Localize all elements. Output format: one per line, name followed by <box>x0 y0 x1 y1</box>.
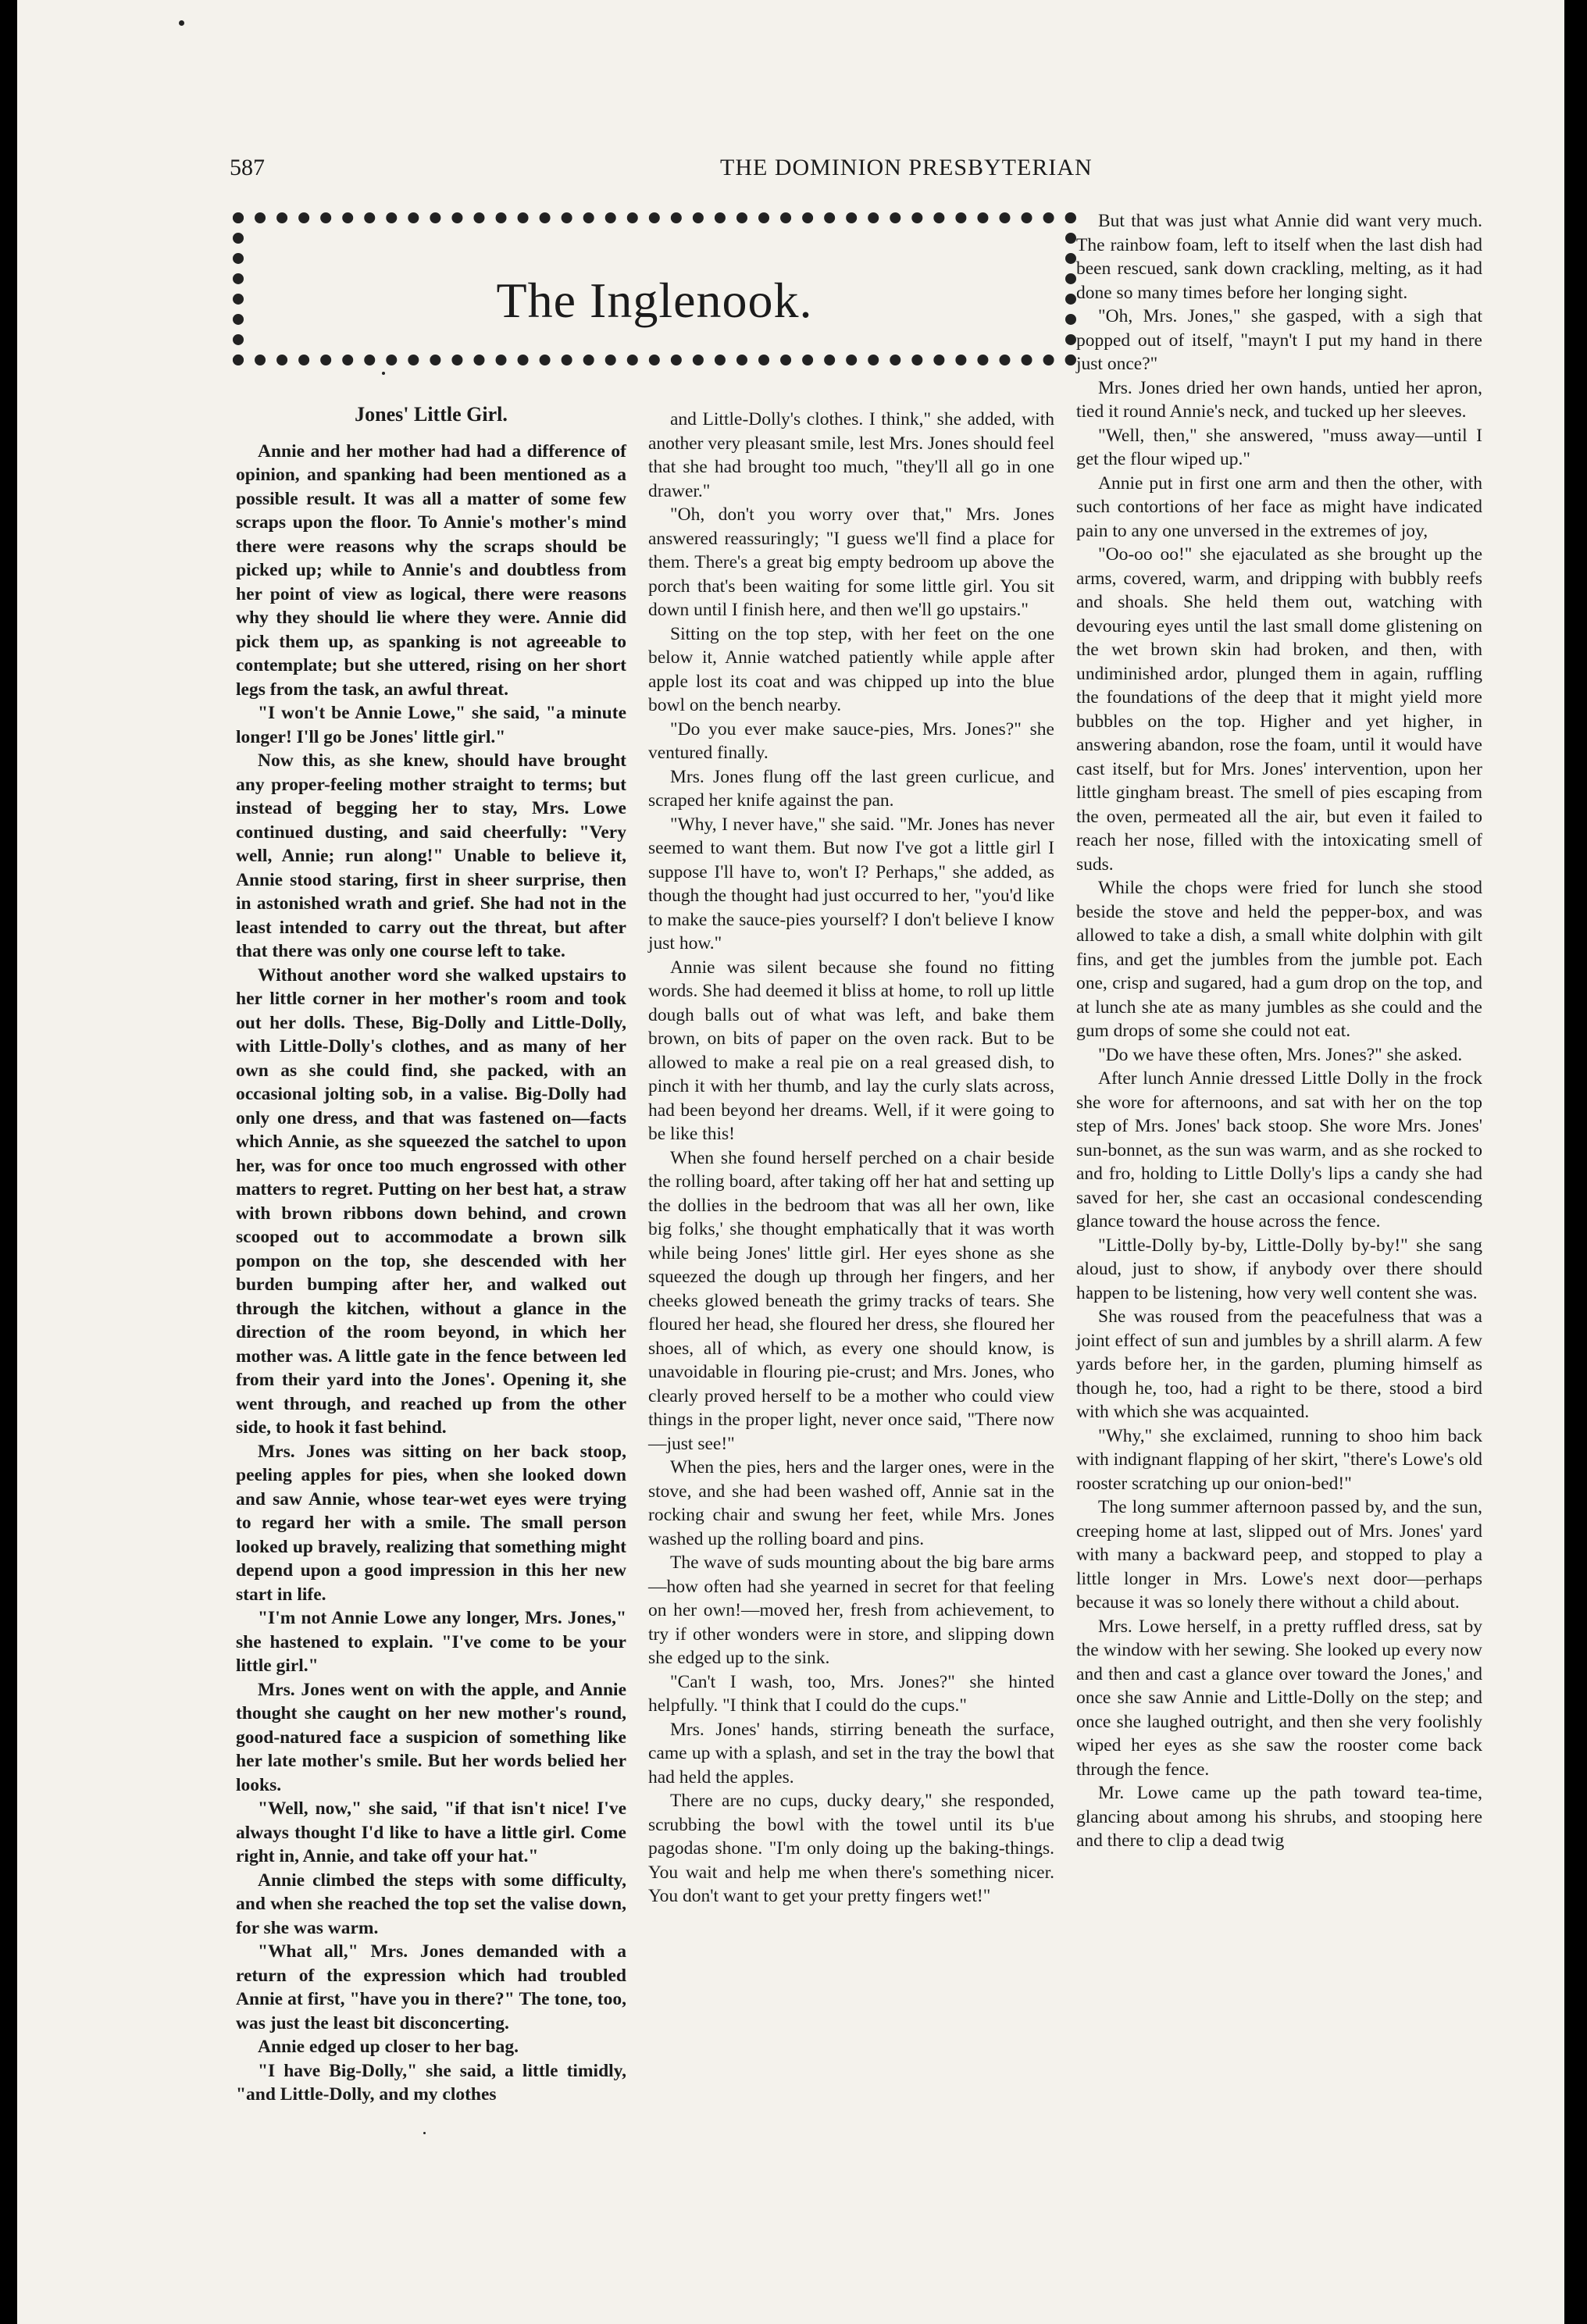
paragraph: "Why," she exclaimed, running to shoo him back with indignant flapping of her skirt, "there's Lowe's old rooster scratching up our onion-bed!" <box>1076 1425 1482 1494</box>
ink-speck <box>382 372 385 375</box>
paragraph: "Little-Dolly by-by, Little-Dolly by-by!" she sang aloud, just to show, if anybody over there should happen to be listening, how very well content she was. <box>1076 1235 1482 1303</box>
paragraph: "Well, then," she answered, "muss away—until I get the flour wiped up." <box>1076 425 1482 469</box>
column-1 <box>236 403 626 2107</box>
paragraph: Mrs. Jones was sitting on her back stoop, peeling apples for pies, when she looked down and saw Annie, whose tear-wet eyes were trying to regard her with a smile. The small person looked up bravely, realizing that something might depend upon a good impression in this her new start in life. <box>236 1441 626 1605</box>
paragraph: "Oh, Mrs. Jones," she gasped, with a sigh that popped out of itself, "mayn't I put my hand in there just once?" <box>1076 306 1482 374</box>
paragraph: "Do you ever make sauce-pies, Mrs. Jones?" she ventured finally. <box>648 718 1054 763</box>
paragraph: Mrs. Jones flung off the last green curlicue, and scraped her knife against the pan. <box>648 766 1054 811</box>
paragraph: "I won't be Annie Lowe," she said, "a minute longer! I'll go be Jones' little girl." <box>236 703 626 747</box>
paragraph: There are no cups, ducky deary," she responded, scrubbing the bowl with the towel until its b'ue pagodas shone. "I'm only doing up the baking-things. You wait and help me when there's something nicer. You don't want to get your pretty fingers wet!" <box>648 1791 1054 1906</box>
paragraph: "Why, I never have," she said. "Mr. Jones has never seemed to want them. But now I've got a little girl I suppose I'll have to, won't I? Perhaps," she added, as though the thought had just occurred to her, "you'd like to make the sauce-pies yourself? I don't believe I know just how." <box>648 814 1054 953</box>
ink-speck <box>423 2132 426 2134</box>
paragraph: When the pies, hers and the larger ones, were in the stove, and she had been washed off, Annie sat in the rocking chair and swung her feet, while Mrs. Jones washed up the rolling board and pins. <box>648 1457 1054 1549</box>
paragraph: "Do we have these often, Mrs. Jones?" she asked. <box>1098 1044 1463 1065</box>
section-title: The Inglenook. <box>496 273 813 328</box>
paragraph: Mrs. Jones went on with the apple, and Annie thought she caught on her new mother's round, good-natured face a suspicion of something like her late mother's smile. But her words belied her looks. <box>236 1679 626 1795</box>
paragraph: Annie edged up closer to her bag. <box>258 2037 519 2057</box>
paragraph: Mr. Lowe came up the path toward tea-time, glancing about among his shrubs, and stooping here and there to clip a dead twig <box>1076 1783 1482 1851</box>
paragraph: "Oh, don't you worry over that," Mrs. Jones answered reassuringly; "I guess we'll find a place for them. There's a great big empty bedroom up above the porch that's been waiting for some little girl. You sit down until I finish here, and then we'll go upstairs." <box>648 504 1054 620</box>
paragraph: After lunch Annie dressed Little Dolly in the frock she wore for afternoons, and sat with her on the top step of Mrs. Jones' back stoop. She wore Mrs. Jones' sun-bonnet, as the sun was warm, and as she rocked to and fro, holding to Little Dolly's lips a candy she had saved for her, she cast an occasional condescending glance toward the house across the fence. <box>1076 1068 1482 1232</box>
paragraph: While the chops were fried for lunch she stood beside the stove and held the pepper-box, and was allowed to take a dish, a small white dolphin with gilt fins, and get the jumbles from the jumble pot. Each one, crisp and sugared, had a gum drop on the top, and at lunch she ate as many jumbles as she could and the gum drops of some she could not eat. <box>1076 878 1482 1041</box>
paragraph: She was roused from the peacefulness that was a joint effect of sun and jumbles by a shrill alarm. A few yards before her, in the garden, pluming himself as though he, too, had a right to be there, stood a bird with which she was acquainted. <box>1076 1306 1482 1422</box>
paragraph: and Little-Dolly's clothes. I think," she added, with another very pleasant smile, lest Mrs. Jones should feel that she had brought too much, "they'll all go in one drawer." <box>648 409 1054 501</box>
paragraph: Mrs. Jones' hands, stirring beneath the surface, came up with a splash, and set in the tray the bowl that had held the apples. <box>648 1719 1054 1788</box>
section-heading-frame <box>233 212 1076 365</box>
paragraph: "Can't I wash, too, Mrs. Jones?" she hinted helpfully. "I think that I could do the cups." <box>648 1671 1054 1716</box>
running-head: THE DOMINION PRESBYTERIAN <box>720 155 1093 180</box>
page-number: 587 <box>230 155 265 180</box>
paragraph: "I have Big-Dolly," she said, a little timidly, "and Little-Dolly, and my clothes <box>236 2060 626 2105</box>
paragraph: Sitting on the top step, with her feet on the one below it, Annie watched patiently while apple after apple lost its coat and was chipped up into the blue bowl on the bench nearby. <box>648 623 1054 715</box>
paragraph: "What all," Mrs. Jones demanded with a return of the expression which had troubled Annie at first, "have you in there?" The tone, too, was just the least bit disconcerting. <box>236 1941 626 2034</box>
paragraph: When she found herself perched on a chair beside the rolling board, after taking off her hat and setting up the dollies in the bedroom that was all her own, like big folks,' she thought emphatically that it was worth while being Jones' little girl. Her eyes shone as she squeezed the dough up through her fingers, and her cheeks glowed beneath the grimy tracks of tears. She floured her head, she floured her dress, she floured her shoes, all of which, as every one should know, is unavoidable in flouring pie-crust; and Mrs. Jones, who clearly proved herself to be a mother who could view things in the proper light, never once said, "There now—just see!" <box>648 1147 1054 1454</box>
paragraph: Annie put in first one arm and then the other, with such contortions of her face as might have indicated pain to any one unversed in the extremes of joy, <box>1076 472 1482 541</box>
column-2 <box>648 408 1054 1909</box>
column-3 <box>1076 209 1482 1853</box>
paragraph: Annie and her mother had had a difference of opinion, and spanking had been mentioned as a possible result. It was all a matter of some few scraps upon the floor. To Annie's mother's mind there were reasons why the scraps should be picked up; while to Annie's and doubtless from her point of view as logical, there were reasons why they should lie where they were. Annie did pick them up, as spanking is not agreeable to contemplate; but she uttered, rising on her short legs from the task, an awful threat. <box>236 440 626 700</box>
newspaper-page <box>17 0 1564 2324</box>
story-title: Jones' Little Girl. <box>355 403 508 426</box>
paragraph: Mrs. Lowe herself, in a pretty ruffled dress, sat by the window with her sewing. She looked up every now and then and cast a glance over toward the Jones,' and once she saw Annie and Little-Dolly on the step; and once she laughed outright, and then she very foolishly wiped her eyes as she saw the rooster come back through the fence. <box>1076 1616 1482 1780</box>
paragraph: Now this, as she knew, should have brought any proper-feeling mother straight to terms; but instead of begging her to stay, Mrs. Lowe continued dusting, and said cheerfully: "Very well, Annie; run along!" Unable to believe it, Annie stood staring, first in sheer surprise, then in astonished wrath and grief. She had not in the least intended to carry out the threat, but after that there was only one course left to take. <box>236 750 626 961</box>
paragraph: The long summer afternoon passed by, and the sun, creeping home at last, slipped out of Mrs. Jones' yard with many a backward peep, and stopped to play a little longer in Mrs. Lowe's next door—perhaps because it was so lonely there without a child about. <box>1076 1497 1482 1613</box>
paragraph: The wave of suds mounting about the big bare arms—how often had she yearned in secret for that feeling on her own!—moved her, fresh from achievement, to try if other wonders were in store, and slipping down she edged up to the sink. <box>648 1552 1054 1668</box>
paragraph: Annie was silent because she found no fitting words. She had deemed it bliss at home, to roll up little dough balls out of what was left, and bake them brown, on bits of paper on the oven rack. But to be allowed to make a real pie on a real greased dish, to pinch it with her thumb, and lay the curly slats across, had been beyond her dreams. Well, if it were going to be like this! <box>648 957 1054 1144</box>
paragraph: But that was just what Annie did want very much. The rainbow foam, left to itself when the last dish had been rescued, sank down crackling, melting, as it had done so many times before her longing sight. <box>1076 211 1482 303</box>
ink-speck <box>179 20 184 26</box>
paragraph: "Oo-oo oo!" she ejaculated as she brought up the arms, covered, warm, and dripping with bubbly reefs and shoals. She held them out, watching with devouring eyes until the last small dome glistening on the wet brown skin had broken, and then, with undiminished ardor, plunged them in again, ruffling the foundations of the deep that it might yield more bubbles on the top. Higher and yet higher, in answering abandon, rose the foam, until it would have cast itself, but for Mrs. Jones' intervention, upon her little gingham breast. The smell of pies escaping from the oven, permeated all the air, but even it failed to reach her nose, filled with the intoxicating smell of suds. <box>1076 544 1482 875</box>
paragraph: "I'm not Annie Lowe any longer, Mrs. Jones," she hastened to explain. "I've come to be your little girl." <box>236 1608 626 1676</box>
paragraph: Mrs. Jones dried her own hands, untied her apron, tied it round Annie's neck, and tucked up her sleeves. <box>1076 377 1482 422</box>
paragraph: Annie climbed the steps with some difficulty, and when she reached the top set the valise down, for she was warm. <box>236 1870 626 1938</box>
paragraph: "Well, now," she said, "if that isn't nice! I've always thought I'd like to have a little girl. Come right in, Annie, and take off your hat." <box>236 1798 626 1866</box>
paragraph: Without another word she walked upstairs to her little corner in her mother's room and took out her dolls. These, Big-Dolly and Little-Dolly, with Little-Dolly's clothes, and as many of her own as she could find, she packed, with an occasional jolting sob, in a valise. Big-Dolly had only one dress, and that was fastened on—facts which Annie, as she squeezed the satchel to upon her, was for once too much engrossed with other matters to regret. Putting on her best hat, a straw with brown ribbons down behind, and crown scooped out to accommodate a brown silk pompon on the top, she descended with her burden bumping after her, and walked out through the kitchen, without a glance in the direction of the room beyond, in which her mother was. A little gate in the fence between led from their yard into the Jones'. Opening it, she went through, and reached up from the other side, to hook it fast behind. <box>236 964 626 1438</box>
